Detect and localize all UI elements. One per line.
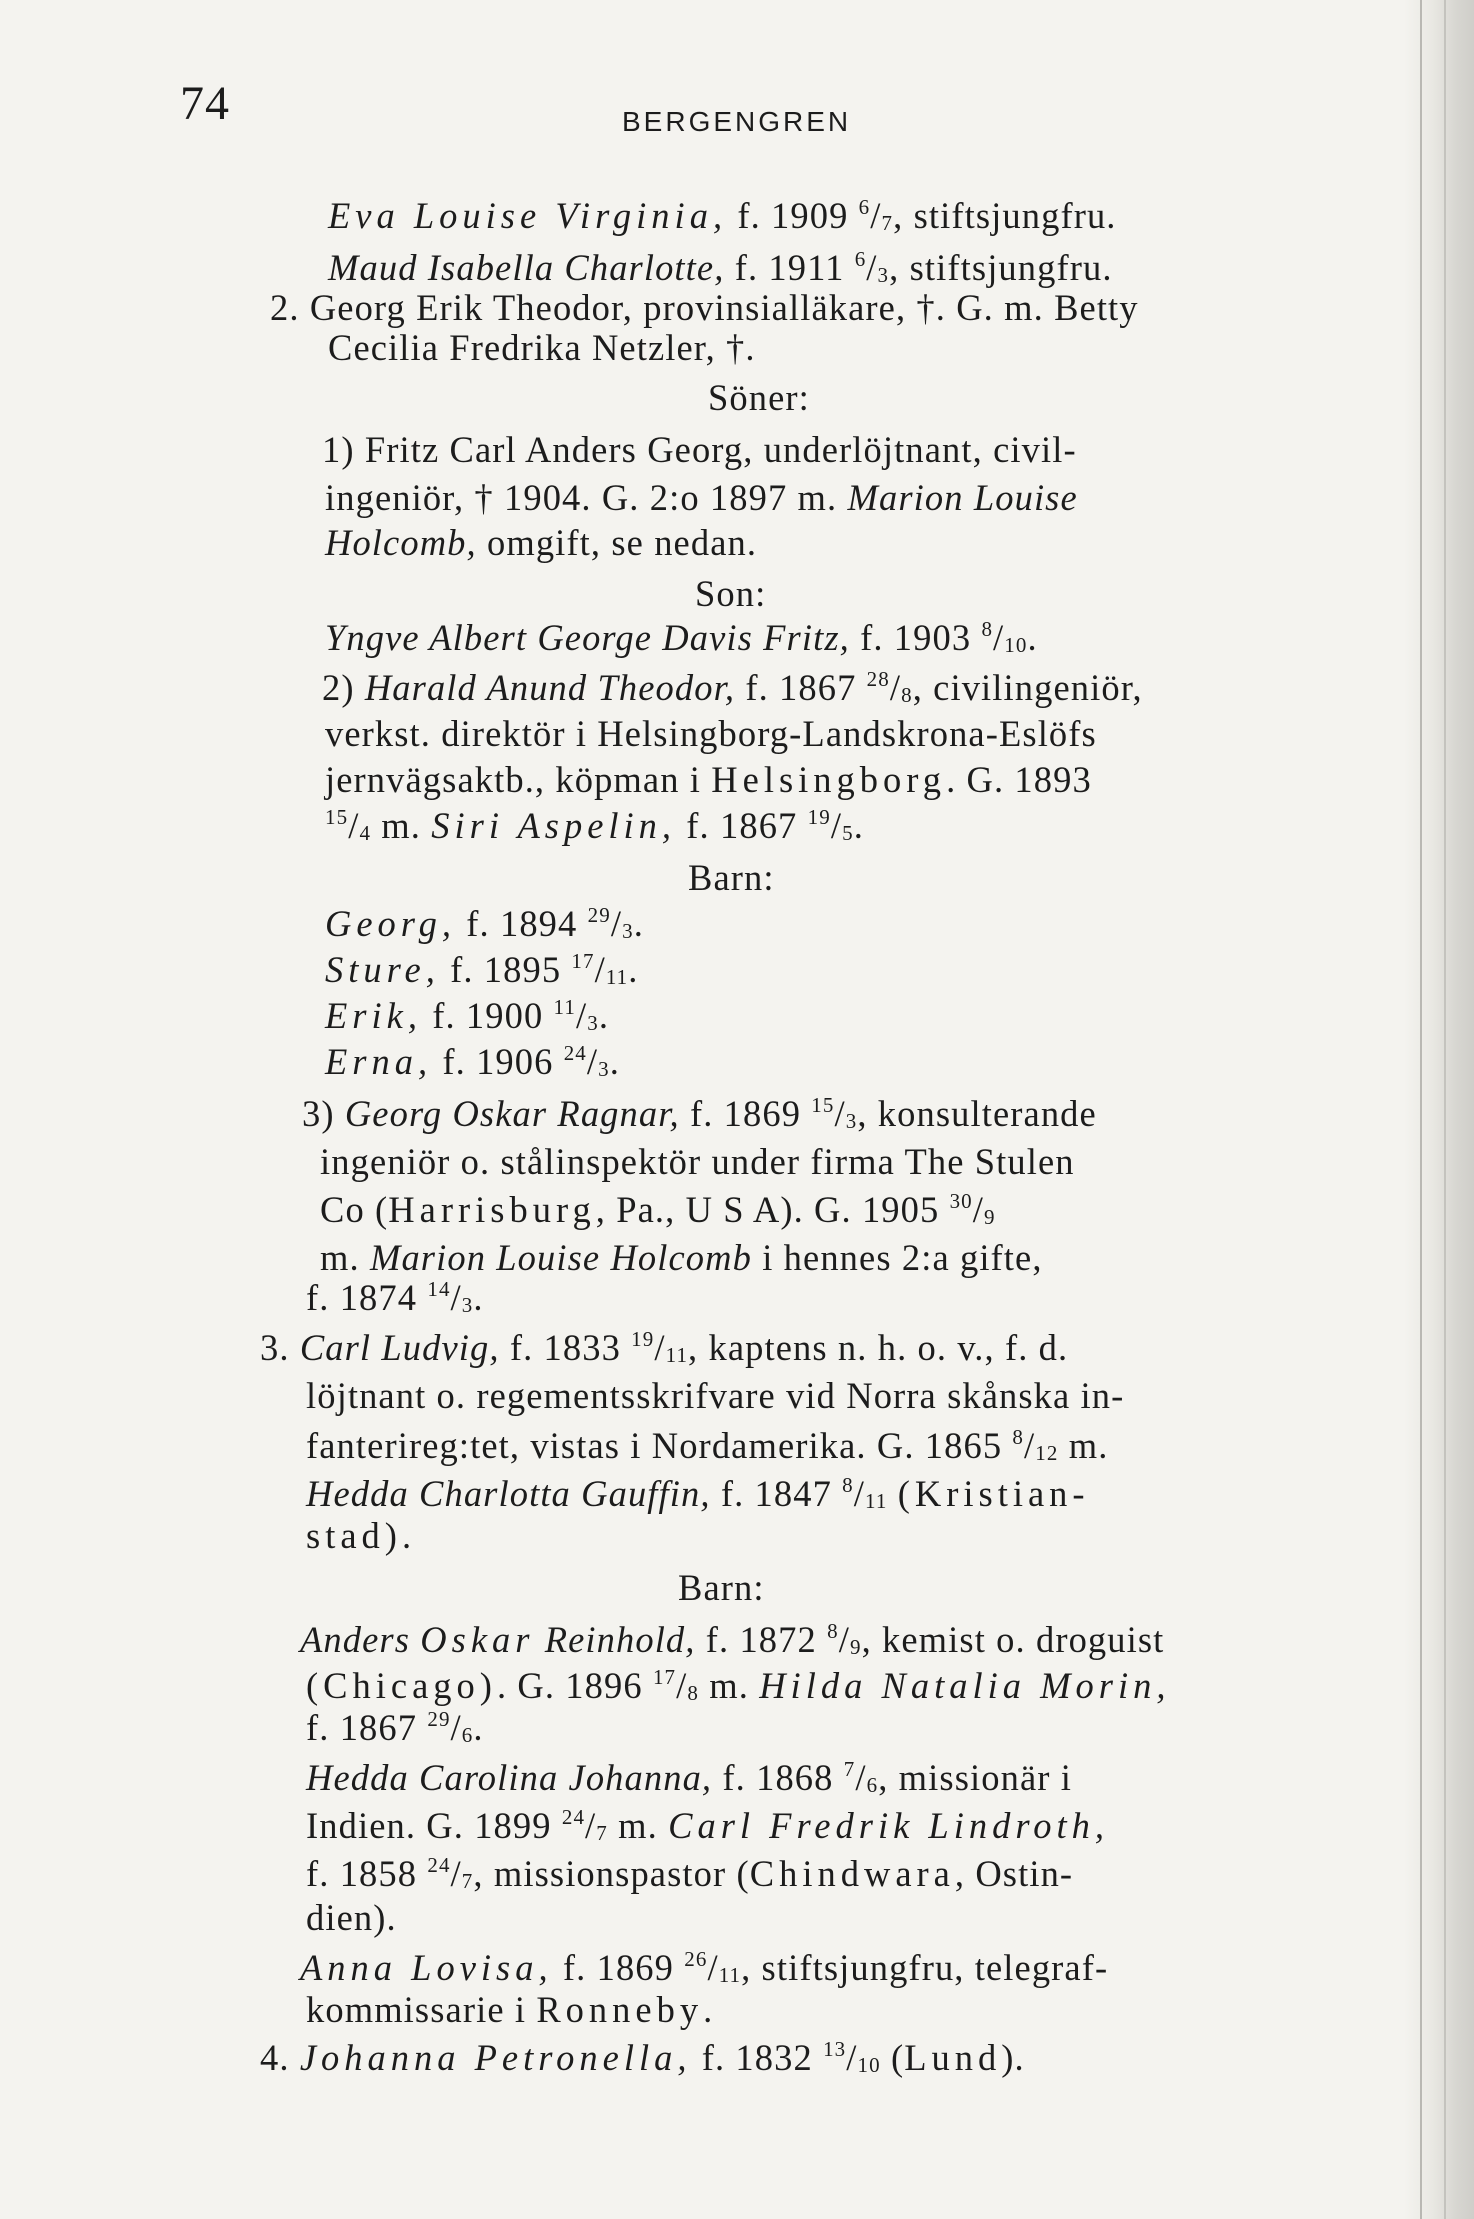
entry-line: 3. Carl Ludvig, f. 1833 $^{19}/_{11}$, kaptens n. h. o. v., f. d.	[260, 1327, 1069, 1368]
occupation: , kemist o. droguist	[861, 1619, 1165, 1660]
entry-line: Eva Louise Virginia, f. 1909 $^6/_7$, stiftsjungfru.	[328, 195, 1117, 236]
birth-day: 29	[427, 1707, 451, 1731]
section-heading: Barn:	[688, 857, 775, 898]
birth-year: f. 1867	[745, 667, 857, 708]
entry-line: $^{15}/_4$ m. Siri Aspelin, f. 1867 $^{19}/_5$.	[325, 805, 864, 846]
birth-year: f. 1832	[701, 2037, 813, 2078]
birth-month: 11	[865, 1489, 888, 1513]
person-name: Johanna Petronella,	[299, 2037, 692, 2078]
entry-line: Maud Isabella Charlotte, f. 1911 $^6/_3$, stiftsjungfru.	[328, 247, 1113, 288]
entry-line	[325, 522, 758, 563]
birth-year: f. 1911	[734, 247, 845, 288]
person-name: Holcomb,	[325, 522, 477, 563]
section-heading: Son:	[695, 573, 767, 614]
birth-month: 7	[881, 211, 894, 235]
entry-text: , missionspastor (	[473, 1853, 750, 1894]
marriage-month: 4	[359, 821, 372, 845]
entry-text: ingeniör o. stålinspektör under firma The Stulen	[320, 1141, 1075, 1182]
person-name: Georg Oskar Ragnar,	[344, 1093, 680, 1134]
entry-text: ).	[1001, 2037, 1025, 2078]
occupation: , stiftsjungfru.	[893, 195, 1117, 236]
entry-line	[320, 1141, 1075, 1182]
punctuation: .	[598, 995, 610, 1036]
birth-day: 26	[684, 1947, 708, 1971]
entry-text: (	[890, 2037, 905, 2078]
birth-month: 10	[1004, 633, 1028, 657]
marriage-day: 15	[325, 805, 349, 829]
birth-month: 8	[901, 683, 913, 707]
entry-text: Cecilia Fredrika Netzler, †.	[328, 327, 756, 368]
birth-month: 11	[665, 1343, 689, 1367]
entry-line	[306, 1375, 1125, 1416]
occupation: , konsulterande	[857, 1093, 1097, 1134]
person-name: Anna Lovisa,	[300, 1947, 553, 1988]
birth-year: f. 1906	[442, 1041, 554, 1082]
birth-day: 11	[553, 995, 576, 1019]
birth-year: f. 1872	[705, 1619, 817, 1660]
entry-text: ingeniör, † 1904. G. 2:o 1897 m.	[325, 477, 838, 518]
entry-text: . G. 1896	[496, 1665, 643, 1706]
entry-text: fanterireg:tet, vistas i Nordamerika. G. 1865	[306, 1425, 1003, 1466]
place-name: stad).	[306, 1515, 417, 1556]
entry-text: . G. 1893	[946, 759, 1092, 800]
person-name: Erik,	[325, 995, 422, 1036]
marriage-month: 8	[687, 1681, 700, 1705]
marriage-month: 12	[1035, 1441, 1059, 1465]
birth-day: 19	[631, 1327, 655, 1351]
entry-line	[320, 1237, 1043, 1278]
marriage-day: 8	[1012, 1425, 1025, 1449]
occupation: , civilingeniör,	[912, 667, 1143, 708]
person-name: Eva Louise Virginia,	[328, 195, 728, 236]
entry-text: dien).	[306, 1897, 397, 1938]
entry-line: Yngve Albert George Davis Fritz, f. 1903 $^8/_{10}$.	[325, 617, 1038, 658]
entry-text: Co (	[320, 1189, 389, 1230]
birth-day: 28	[866, 667, 890, 691]
punctuation: .	[633, 903, 644, 944]
entry-text: Georg Erik Theodor, provinsialläkare, †. G. m. Betty	[309, 287, 1139, 328]
entry-line: f. 1858 $^{24}/_7$, missionspastor (Chindwara, Ostin-	[306, 1853, 1074, 1894]
entry-line	[325, 713, 1097, 754]
entry-line: Hedda Carolina Johanna, f. 1868 $^7/_6$, missionär i	[306, 1757, 1072, 1798]
person-name: Hedda Charlotta Gauffin,	[306, 1473, 711, 1514]
entry-text: Fritz Carl Anders Georg, underlöjtnant, civil-	[364, 429, 1077, 470]
birth-day: 24	[563, 1041, 587, 1065]
person-name: Hedda Carolina Johanna,	[306, 1757, 713, 1798]
page-edge-line	[1444, 0, 1446, 2219]
person-name: Hilda Natalia Morin,	[759, 1665, 1171, 1706]
section-heading: Söner:	[708, 377, 810, 418]
birth-year: f. 1909	[737, 195, 849, 236]
birth-month: 11	[718, 1963, 742, 1987]
entry-text: omgift, se nedan.	[486, 522, 758, 563]
person-name: Carl Fredrik Lindroth,	[668, 1805, 1109, 1846]
birth-day: 15	[811, 1093, 835, 1117]
place-name: Lund	[904, 2037, 1002, 2078]
entry-number: 4.	[260, 2037, 290, 2078]
birth-month: 6	[866, 1773, 879, 1797]
entry-number: 1)	[322, 429, 355, 470]
entry-line: 4. Johanna Petronella, f. 1832 $^{13}/_{10}$ (Lund).	[260, 2037, 1025, 2078]
birth-month: 5	[842, 821, 854, 845]
entry-line	[270, 287, 1139, 328]
place-name: Chindwara	[749, 1853, 955, 1894]
birth-day: 29	[587, 903, 611, 927]
birth-day: 7	[843, 1757, 856, 1781]
birth-year: f. 1903	[860, 617, 972, 658]
entry-line	[325, 759, 1092, 800]
entry-text: , Pa., U S A). G. 1905	[595, 1189, 940, 1230]
birth-year: f. 1868	[722, 1757, 834, 1798]
place-name: Ronneby	[536, 1989, 704, 2030]
birth-day: 19	[807, 805, 831, 829]
birth-day: 17	[571, 949, 595, 973]
entry-line	[306, 1515, 417, 1556]
entry-line	[306, 1989, 714, 2030]
person-name: Harald Anund Theodor,	[364, 667, 736, 708]
birth-month: 10	[857, 2053, 881, 2077]
entry-line: Hedda Charlotta Gauffin, f. 1847 $^8/_{11}$ (Kristian-	[306, 1473, 1090, 1514]
entry-line: Sture, f. 1895 $^{17}/_{11}$.	[325, 949, 639, 990]
entry-line: 2) Harald Anund Theodor, f. 1867 $^{28}/_8$, civilingeniör,	[322, 667, 1143, 708]
entry-line: f. 1867 $^{29}/_6$.	[306, 1707, 484, 1748]
birth-year: f. 1869	[562, 1947, 674, 1988]
person-name: Siri Aspelin,	[431, 805, 677, 846]
birth-year: f. 1867	[686, 805, 798, 846]
place-name: Harrisburg	[388, 1189, 596, 1230]
entry-text: , Ostin-	[954, 1853, 1074, 1894]
entry-line: Anders Oskar Reinhold, f. 1872 $^8/_9$, kemist o. droguist	[300, 1619, 1165, 1660]
entry-text: verkst. direktör i Helsingborg-Landskrona-Eslöfs	[325, 713, 1097, 754]
punctuation: .	[1027, 617, 1038, 658]
person-name: Reinhold,	[544, 1619, 696, 1660]
punctuation: .	[473, 1277, 484, 1318]
birth-month: 3	[587, 1011, 599, 1035]
entry-line	[306, 1897, 397, 1938]
entry-number: 2)	[322, 667, 355, 708]
person-name: Oskar	[420, 1619, 535, 1660]
entry-text: kommissarie i	[306, 1989, 527, 2030]
entry-text: Indien. G. 1899	[306, 1805, 552, 1846]
running-head: BERGENGREN	[622, 106, 852, 137]
entry-text: i hennes 2:a gifte,	[762, 1237, 1043, 1278]
section-heading: Barn:	[678, 1567, 765, 1608]
occupation: , missionär i	[878, 1757, 1072, 1798]
birth-month: 7	[461, 1869, 474, 1893]
birth-day: 8	[827, 1619, 839, 1643]
page-edge-line	[1420, 0, 1422, 2219]
birth-month: 3	[622, 919, 634, 943]
place-name: (Kristian-	[897, 1473, 1090, 1514]
person-name: Erna,	[325, 1041, 433, 1082]
birth-day: 6	[854, 247, 867, 271]
birth-day: 14	[427, 1277, 451, 1301]
entry-text: jernvägsaktb., köpman i	[325, 759, 702, 800]
birth-year: f. 1874	[306, 1277, 418, 1318]
person-name: Sture,	[325, 949, 440, 990]
entry-line: Co (Harrisburg, Pa., U S A). G. 1905 $^{30}/_9$	[320, 1189, 996, 1230]
marriage-day: 17	[652, 1665, 677, 1689]
page-number: 74	[180, 77, 230, 130]
entry-line: (Chicago). G. 1896 $^{17}/_8$ m. Hilda Natalia Morin,	[306, 1665, 1171, 1706]
entry-number: 3)	[302, 1093, 335, 1134]
marriage-month: 7	[596, 1821, 608, 1845]
entry-number: 2.	[270, 287, 300, 328]
entry-line: fanterireg:tet, vistas i Nordamerika. G. 1865 $^8/_{12}$ m.	[306, 1425, 1109, 1466]
entry-line: Anna Lovisa, f. 1869 $^{26}/_{11}$, stiftsjungfru, telegraf-	[300, 1947, 1109, 1988]
birth-year: f. 1894	[466, 903, 578, 944]
place-name: (Chicago)	[306, 1665, 497, 1706]
birth-month: 3	[877, 263, 890, 287]
person-name: Yngve Albert George Davis Fritz,	[325, 617, 850, 658]
birth-month: 3	[598, 1057, 610, 1081]
entry-text: m.	[709, 1665, 749, 1706]
occupation: , kaptens n. h. o. v., f. d.	[688, 1327, 1069, 1368]
person-name: Marion Louise	[847, 477, 1078, 518]
place-name: Helsingborg	[711, 759, 947, 800]
page-edge-shadow	[1404, 0, 1474, 2219]
entry-text: m.	[1068, 1425, 1109, 1466]
birth-year: f. 1833	[509, 1327, 621, 1368]
entry-line	[322, 429, 1077, 470]
entry-line	[328, 327, 756, 368]
birth-day: 6	[858, 195, 871, 219]
marriage-month: 9	[984, 1205, 996, 1229]
birth-day: 8	[981, 617, 994, 641]
entry-text: m.	[320, 1237, 360, 1278]
occupation: , stiftsjungfru, telegraf-	[741, 1947, 1109, 1988]
birth-year: f. 1858	[306, 1853, 418, 1894]
person-name: Carl Ludvig,	[299, 1327, 500, 1368]
birth-year: f. 1895	[450, 949, 562, 990]
birth-year: f. 1869	[689, 1093, 802, 1134]
marriage-day: 30	[949, 1189, 973, 1213]
birth-year: f. 1900	[432, 995, 544, 1036]
entry-line: Georg, f. 1894 $^{29}/_3$.	[325, 903, 644, 944]
entry-line: f. 1874 $^{14}/_3$.	[306, 1277, 484, 1318]
entry-line	[325, 477, 1078, 518]
birth-day: 13	[823, 2037, 847, 2061]
person-name: Maud Isabella Charlotte,	[328, 247, 725, 288]
marriage-day: 24	[561, 1805, 586, 1829]
birth-day: 8	[842, 1473, 854, 1497]
birth-year: f. 1847	[720, 1473, 832, 1514]
birth-month: 6	[461, 1723, 474, 1747]
punctuation: .	[703, 1989, 714, 2030]
punctuation: .	[628, 949, 639, 990]
birth-month: 11	[605, 965, 629, 989]
birth-month: 3	[461, 1293, 474, 1317]
entry-line: Erik, f. 1900 $^{11}/_3$.	[325, 995, 610, 1036]
birth-month: 9	[849, 1635, 862, 1659]
entry-text: m.	[381, 805, 422, 846]
person-name: Georg,	[325, 903, 457, 944]
punctuation: .	[853, 805, 864, 846]
punctuation: .	[473, 1707, 484, 1748]
entry-line: 3) Georg Oskar Ragnar, f. 1869 $^{15}/_3$, konsulterande	[302, 1093, 1097, 1134]
entry-number: 3.	[260, 1327, 290, 1368]
entry-text: m.	[618, 1805, 658, 1846]
occupation: , stiftsjungfru.	[889, 247, 1113, 288]
entry-text: löjtnant o. regementsskrifvare vid Norra skånska in-	[306, 1375, 1125, 1416]
punctuation: .	[609, 1041, 620, 1082]
birth-month: 3	[845, 1109, 858, 1133]
entry-line: Erna, f. 1906 $^{24}/_3$.	[325, 1041, 620, 1082]
birth-year: f. 1867	[306, 1707, 418, 1748]
birth-day: 24	[427, 1853, 451, 1877]
entry-line: Indien. G. 1899 $^{24}/_7$ m. Carl Fredrik Lindroth,	[306, 1805, 1109, 1846]
person-name: Anders	[300, 1619, 411, 1660]
person-name: Marion Louise Holcomb	[369, 1237, 752, 1278]
